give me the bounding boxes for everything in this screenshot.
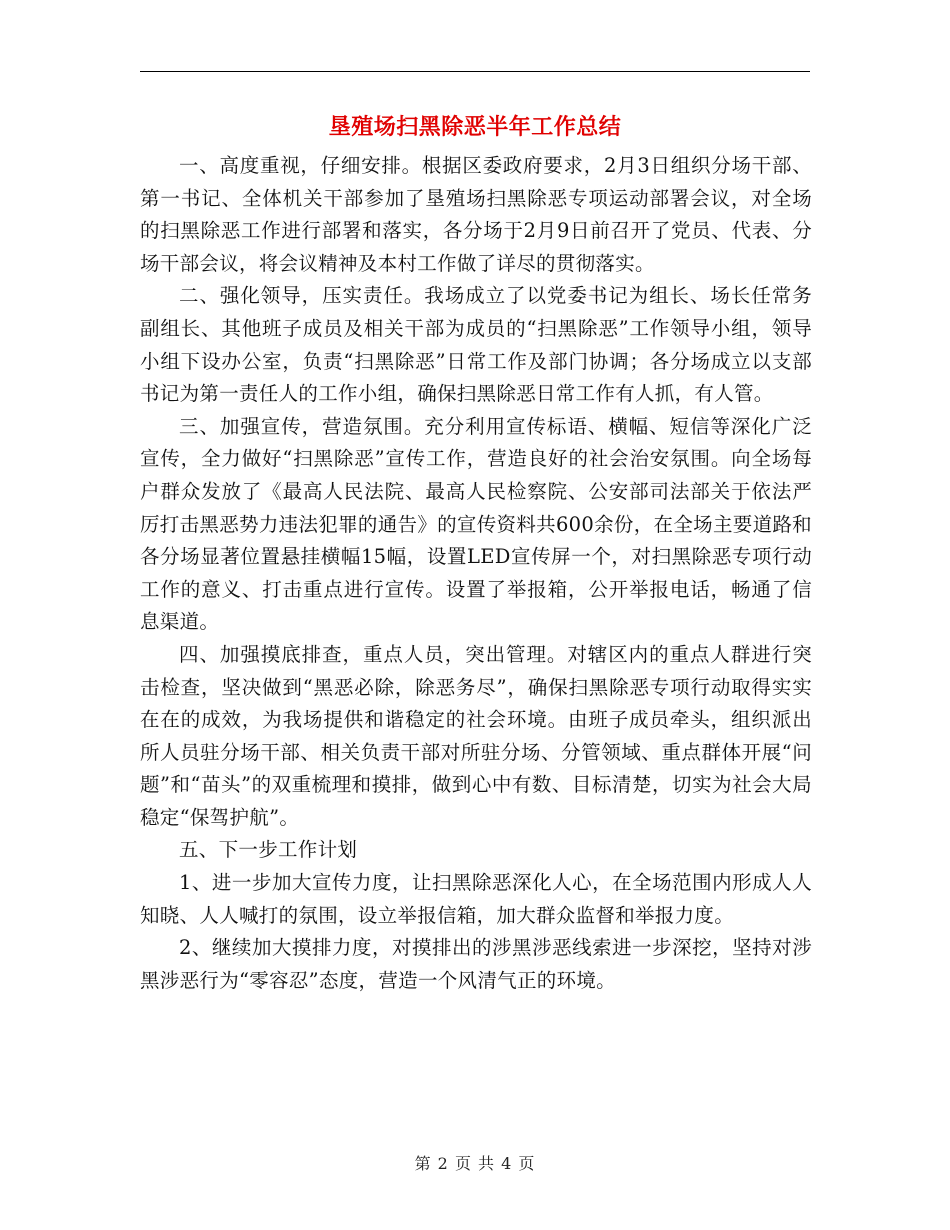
paragraph-plan-item-2: 2、继续加大摸排力度，对摸排出的涉黑涉恶线索进一步深挖，坚持对涉黑涉恶行为“零容忍”态度，营造一个风清气正的环境。 xyxy=(140,936,812,992)
paragraph-section-1: 一、高度重视，仔细安排。根据区委政府要求，2月3日组织分场干部、第一书记、全体机关干部参加了垦殖场扫黑除恶专项运动部署会议，对全场的扫黑除恶工作进行部署和落实，各分场于2月9日前召开了党员、代表、分场干部会议，将会议精神及本村工作做了详尽的贯彻落实。 xyxy=(140,154,812,275)
document-title: 垦殖场扫黑除恶半年工作总结 xyxy=(328,114,622,140)
paragraph-section-2: 二、强化领导，压实责任。我场成立了以党委书记为组长、场长任常务副组长、其他班子成员及相关干部为成员的“扫黑除恶”工作领导小组，领导小组下设办公室，负责“扫黑除恶”日常工作及部门协调；各分场成立以支部书记为第一责任人的工作小组，确保扫黑除恶日常工作有人抓，有人管。 xyxy=(140,284,812,406)
header-rule xyxy=(140,71,810,72)
document-body xyxy=(140,150,812,997)
paragraph-section-4: 四、加强摸底排查，重点人员，突出管理。对辖区内的重点人群进行突击检查，坚决做到“黑恶必除，除恶务尽”，确保扫黑除恶专项行动取得实实在在的成效，为我场提供和谐稳定的社会环境。由班子成员牵头，组织派出所人员驻分场干部、相关负责干部对所驻分场、分管领域、重点群体开展“问题”和“苗头”的双重梳理和摸排，做到心中有数、目标清楚，切实为社会大局稳定“保驾护航”。 xyxy=(140,642,812,829)
paragraph-section-3: 三、加强宣传，营造氛围。充分利用宣传标语、横幅、短信等深化广泛宣传，全力做好“扫黑除恶”宣传工作，营造良好的社会治安氛围。向全场每户群众发放了《最高人民法院、最高人民检察院、公安部司法部关于依法严厉打击黑恶势力违法犯罪的通告》的宣传资料共600余份，在全场主要道路和各分场显著位置悬挂横幅15幅，设置LED宣传屏一个，对扫黑除恶专项行动工作的意义、打击重点进行宣传。设置了举报箱，公开举报电话，畅通了信息渠道。 xyxy=(140,414,812,634)
paragraph-plan-item-1: 1、进一步加大宣传力度，让扫黑除恶深化人心，在全场范围内形成人人知晓、人人喊打的氛围，设立举报信箱，加大群众监督和举报力度。 xyxy=(140,871,812,927)
page-number-footer: 第 2 页 共 4 页 xyxy=(414,1154,536,1173)
paragraph-section-5-heading: 五、下一步工作计划 xyxy=(179,838,358,862)
